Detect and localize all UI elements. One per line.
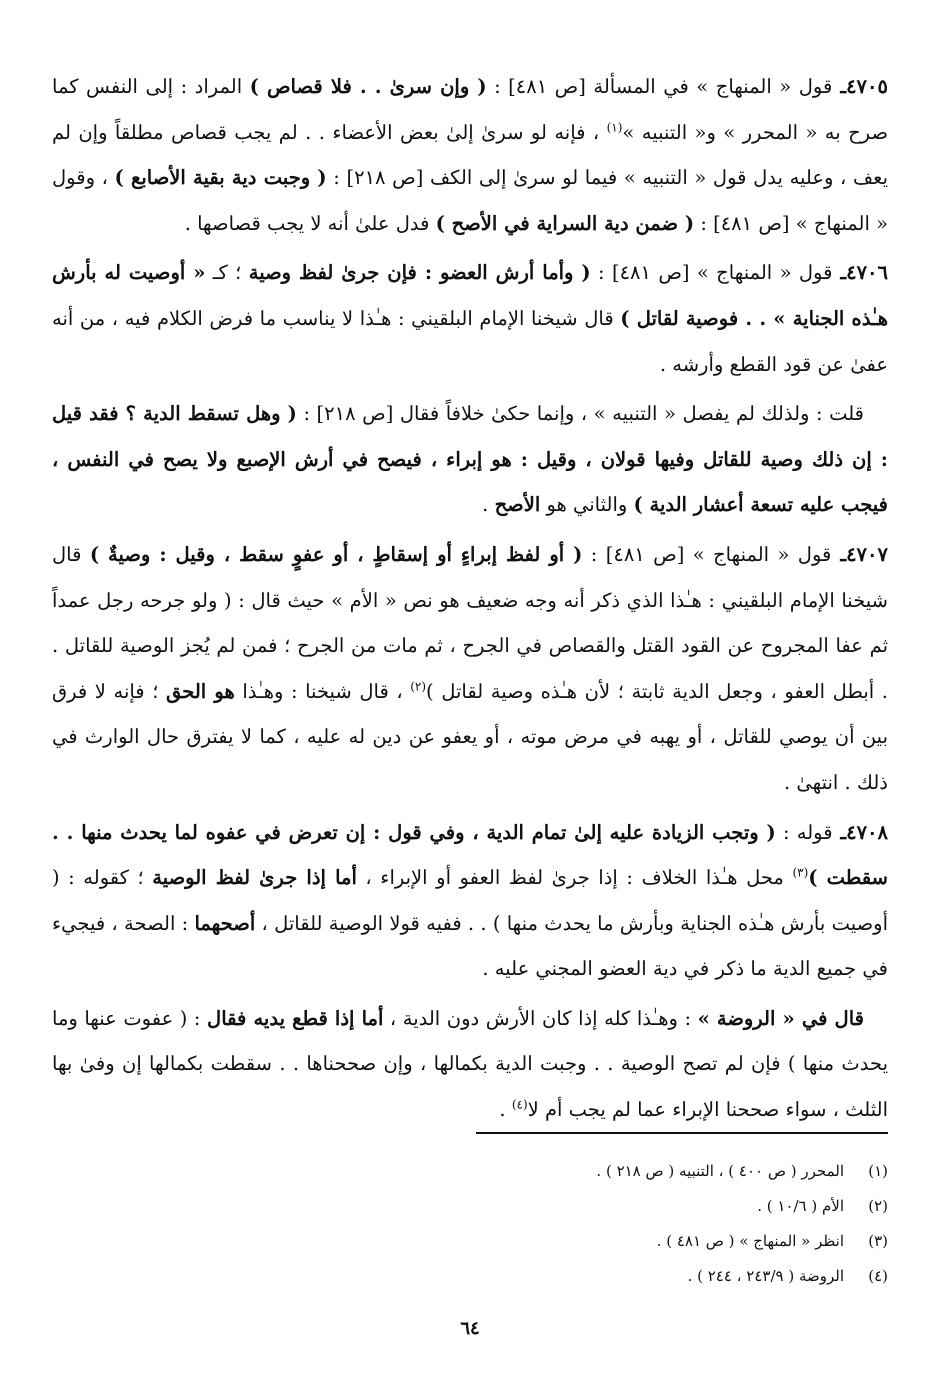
footnote-3	[52, 1224, 888, 1259]
text-run: ؛ كـ	[205, 261, 249, 285]
bold-text: هو الحق	[166, 679, 235, 703]
footnote-4	[52, 1259, 888, 1294]
text-run: فدل علىٰ أنه لا يجب قصاصها .	[184, 211, 436, 235]
text-run: قول « المنهاج » في المسألة [ص ٤٨١] :	[486, 75, 833, 98]
bold-text: ( أو لفظ إبراءٍ أو إسقاطٍ ، أو عفوٍ سقط ، وقيل : وصيةٌ )	[89, 542, 583, 566]
bold-text: ٤٧٠٦ـ	[832, 261, 888, 285]
text-run: قلت : ولذلك لم يفصل « التنبيه » ، وإنما حكىٰ خلافاً فقال [ص ٢١٨] :	[296, 402, 864, 426]
bold-text: ( وهل تسقط الدية ؟ فقد قيل : إن ذلك وصية للقاتل وفيها قولان ، وقيل : هو إبراء ، فيصح في أرش الإصبع ولا يصح في النفس ، فيجب عليه تسعة أعشار الدية )	[52, 402, 888, 517]
bold-text: ٤٧٠٥ـ	[832, 75, 888, 98]
footnote-reference: (٣)	[792, 865, 809, 880]
bold-text: أما إذا قطع يديه فقال	[207, 1006, 384, 1030]
footnote-reference: (١)	[606, 120, 623, 135]
text-run: : ( عفوت عنها وما يحدث منها ) فإن لم تصح الوصية . . وجبت الدية بكمالها ، وإن صححناها . . سقطت بكمالها إن وفىٰ بها الثلث ، سواء صححنا الإبراء عما لم يجب أم لا	[52, 1006, 888, 1122]
text-run: .	[499, 1098, 512, 1122]
bold-text: ٤٧٠٨ـ	[832, 820, 888, 844]
bold-text: قال في « الروضة »	[697, 1006, 864, 1030]
text-run: قال شيخنا الإمام البلقيني : هـٰذا لا يناسب ما فرض الكلام فيه ، من أنه عفىٰ عن قود القطع وأرشه .	[52, 306, 888, 376]
text-run: قول « المنهاج » [ص ٤٨١] :	[582, 542, 832, 566]
bold-text: أصحهما	[194, 911, 256, 935]
footnote-separator	[476, 1132, 888, 1134]
text-run: ؛ فإنه لا فرق بين أن يوصي للقاتل ، أو يهبه في مرض موته ، أو يعفو عن دين له عليه ، كما لا يفترق حال الوارث في ذلك . انتهىٰ .	[52, 679, 888, 794]
text-run: ، قال شيخنا : وهـٰذا	[234, 679, 411, 703]
paragraph-p-rawda	[52, 996, 888, 1133]
text-run: ، فإنه لو سرىٰ إلىٰ بعض الأعضاء . . لم يجب قصاص مطلقاً وإن لم يعف ، وعليه يدل قول « التنبيه » فيما لو سرىٰ إلى الكف [ص ٢١٨] :	[52, 120, 889, 190]
footnote-text: الأم ( ١٠/٦ ) .	[757, 1197, 844, 1215]
text-run: ، وقول « المنهاج » [ص ٤٨١] :	[52, 166, 888, 235]
footnote-text: الروضة ( ٢٤٣/٩ ، ٢٤٤ ) .	[687, 1267, 844, 1285]
bold-text: الأصح	[494, 493, 541, 517]
text-run: المراد : إلى النفس كما صرح به « المحرر » و« التنبيه »	[52, 75, 889, 144]
text-run: قوله :	[775, 820, 833, 844]
footnote-number: (٣)	[868, 1232, 888, 1250]
footnote-text: المحرر ( ص ٤٠٠ ) ، التنبيه ( ص ٢١٨ ) .	[596, 1162, 844, 1180]
bold-text: أما إذا جرىٰ لفظ الوصية	[152, 866, 357, 890]
text-run: قول « المنهاج » [ص ٤٨١] :	[590, 261, 833, 285]
paragraph-p4705	[52, 64, 888, 246]
footnote-reference: (٢)	[410, 679, 427, 694]
paragraph-p4708	[52, 810, 888, 992]
text-run: محل هـٰذا الخلاف : إذا جرىٰ لفظ العفو أو الإبراء ،	[356, 866, 793, 890]
text-run: .	[482, 493, 495, 517]
bold-text: ( وتجب الزيادة عليه إلىٰ تمام الدية ، وفي قول : إن تعرض في عفوه لما يحدث منها . . سقطت )	[52, 820, 888, 890]
bold-text: ٤٧٠٧ـ	[831, 542, 888, 566]
bold-text: « أوصيت له بأرش هـٰذه الجناية » . . فوصية لقاتل )	[52, 261, 888, 330]
text-run: والثاني هو	[540, 493, 634, 517]
paragraph-p4707	[52, 532, 888, 806]
footnote-1	[52, 1154, 888, 1189]
footnotes	[52, 1154, 888, 1294]
footnote-reference: (٤)	[511, 1097, 528, 1112]
footnote-number: (٢)	[868, 1197, 888, 1215]
paragraph-p-qult	[52, 391, 888, 528]
footnote-text: انظر « المنهاج » ( ص ٤٨١ ) .	[656, 1232, 844, 1250]
bold-text: ( ضمن دية السراية في الأصح )	[435, 211, 695, 235]
footnote-number: (١)	[868, 1162, 888, 1180]
bold-text: ( وأما أرش العضو : فإن جرىٰ لفظ وصية	[248, 261, 591, 285]
page-number: ٦٤	[460, 1318, 480, 1339]
book-page	[52, 64, 888, 1374]
paragraph-p4706	[52, 250, 888, 387]
main-text	[52, 64, 888, 1133]
footnote-2	[52, 1189, 888, 1224]
text-run: : الصحة ، فيجيء في جميع الدية ما ذكر في دية العضو المجني عليه .	[52, 911, 888, 981]
bold-text: ( وجبت دية بقية الأصابع )	[114, 166, 327, 190]
bold-text: ( وإن سرىٰ . . فلا قصاص )	[249, 75, 487, 98]
footnote-number: (٤)	[868, 1267, 888, 1285]
text-run: : وهـٰذا كله إذا كان الأرش دون الدية ،	[383, 1006, 698, 1030]
text-run: ؛ كقوله : ( أوصيت بأرش هـٰذه الجناية وبأرش ما يحدث منها ) . . ففيه قولا الوصية للقاتل ،	[52, 866, 888, 935]
text-run: قال شيخنا الإمام البلقيني : هـٰذا الذي ذكر أنه وجه ضعيف هو نص « الأم » حيث قال : ( ولو جرحه رجل عمداً ثم عفا المجروح عن القود القتل والقصاص في الجرح ، ثم مات من الجرح ؛ فمن لم يُجز الوصية للقاتل . . أبطل العفو ، وجعل الدية ثابتة ؛ لأن هـٰذه وصية لقاتل )	[52, 542, 888, 703]
